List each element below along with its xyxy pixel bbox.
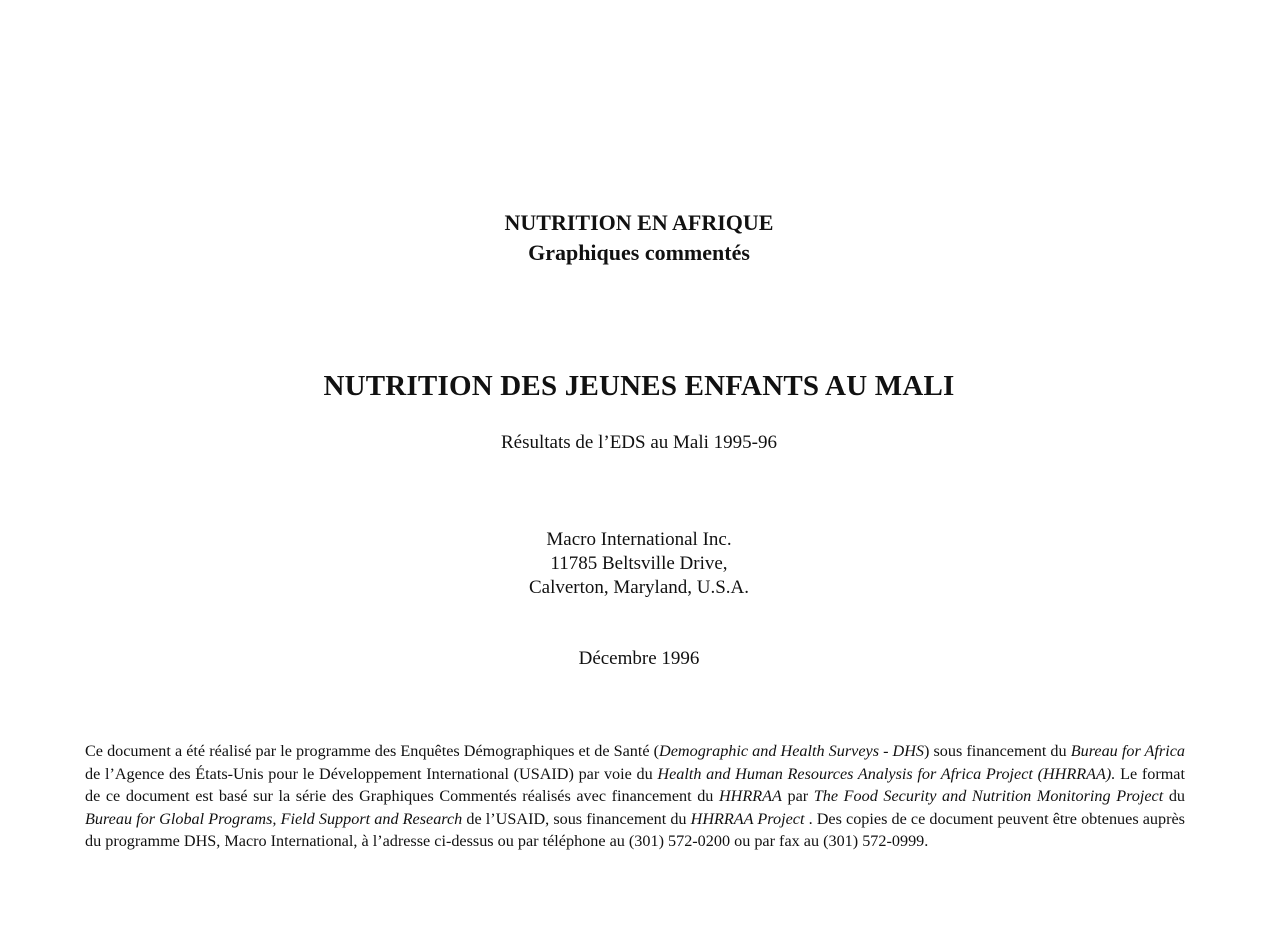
publisher-city: Calverton, Maryland, U.S.A. — [528, 577, 750, 598]
funding-note-text-5: par — [781, 787, 814, 805]
funding-note-italic-1: Demographic and Health Surveys - DHS — [659, 742, 925, 760]
funding-note-italic-7: HHRRAA Project — [690, 809, 805, 828]
funding-note-text-1: Ce document a été réalisé par le programme des Enquêtes Démographiques et de Santé ( — [85, 742, 660, 760]
document-title: NUTRITION DES JEUNES ENFANTS AU MALI — [323, 370, 955, 402]
funding-note-text-3: de l’Agence des États-Unis pour le Développement International (USAID) par voie du — [85, 764, 658, 783]
funding-note — [85, 740, 1185, 853]
funding-note-italic-2: Bureau for Africa — [1070, 742, 1185, 760]
series-title — [0, 208, 1278, 268]
publication-date: Décembre 1996 — [578, 648, 700, 669]
publisher-name: Macro International Inc. — [546, 529, 732, 550]
funding-note-text-4: Le format de ce document est basé sur la série des Graphiques Commentés réalisés avec financement du — [85, 764, 1185, 805]
funding-note-text-7: de l’USAID, sous financement du — [462, 809, 691, 828]
funding-note-italic-5: The Food Security and Nutrition Monitoring Project — [813, 787, 1164, 805]
funding-note-text-8: . Des copies de ce document peuvent être obtenues auprès du programme DHS, Macro International, à l’adresse ci-dessus ou par téléphone au (301) 572-0200 ou par fax au (301) 572-0999. — [85, 809, 1185, 850]
series-title-line1: NUTRITION EN AFRIQUE — [504, 210, 774, 235]
funding-note-italic-6: Bureau for Global Programs, Field Support and Research — [85, 809, 463, 828]
funding-note-italic-3: Health and Human Resources Analysis for Africa Project (HHRRAA). — [657, 764, 1116, 783]
document-subtitle: Résultats de l’EDS au Mali 1995-96 — [501, 432, 777, 453]
series-title-line2: Graphiques commentés — [528, 240, 750, 265]
funding-note-text-6: du — [1163, 787, 1186, 805]
publisher-address — [0, 528, 1278, 600]
funding-note-text-2: ) sous financement du — [924, 742, 1071, 760]
funding-note-italic-4: HHRRAA — [718, 787, 782, 805]
publisher-street: 11785 Beltsville Drive, — [550, 553, 728, 574]
